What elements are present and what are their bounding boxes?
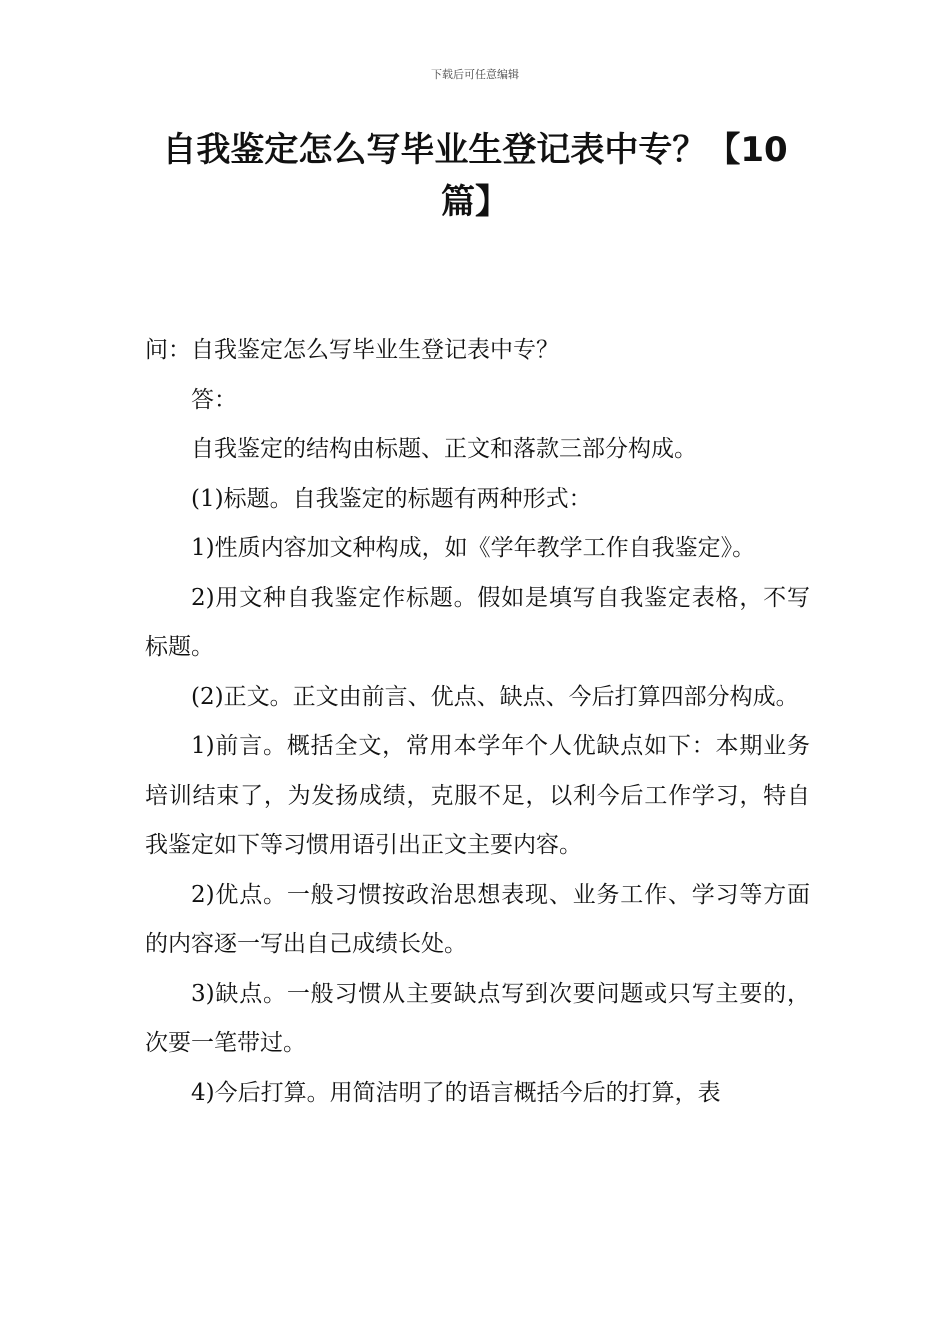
- header-note: 下载后可任意编辑: [431, 68, 519, 81]
- title-section-heading: (1)标题。自我鉴定的标题有两种形式：: [191, 485, 592, 512]
- structure-paragraph: 自我鉴定的结构由标题、正文和落款三部分构成。: [191, 436, 697, 462]
- title-form-1-paragraph: 1)性质内容加文种构成，如《学年教学工作自我鉴定》。: [191, 535, 756, 561]
- weaknesses-paragraph: 3)缺点。一般习惯从主要缺点写到次要问题或只写主要的，次要一笔带过。: [145, 980, 810, 1056]
- strengths-paragraph: 2)优点。一般习惯按政治思想表现、业务工作、学习等方面的内容逐一写出自己成绩长处。: [145, 881, 810, 957]
- body-section-heading: (2)正文。正文由前言、优点、缺点、今后打算四部分构成。: [191, 683, 799, 710]
- document-title: 自我鉴定怎么写毕业生登记表中专？【10篇】: [162, 130, 788, 222]
- future-plans-paragraph: 4)今后打算。用简洁明了的语言概括今后的打算，表: [191, 1079, 721, 1106]
- title-form-2-paragraph: 2)用文种自我鉴定作标题。假如是填写自我鉴定表格，不写标题。: [145, 584, 810, 660]
- question-paragraph: 问：自我鉴定怎么写毕业生登记表中专？: [145, 337, 559, 363]
- document-body: [145, 326, 810, 1118]
- preface-paragraph: 1)前言。概括全文，常用本学年个人优缺点如下：本期业务培训结束了，为发扬成绩，克服不足，以利今后工作学习，特自我鉴定如下等习惯用语引出正文主要内容。: [145, 733, 810, 858]
- answer-label: 答：: [191, 386, 237, 413]
